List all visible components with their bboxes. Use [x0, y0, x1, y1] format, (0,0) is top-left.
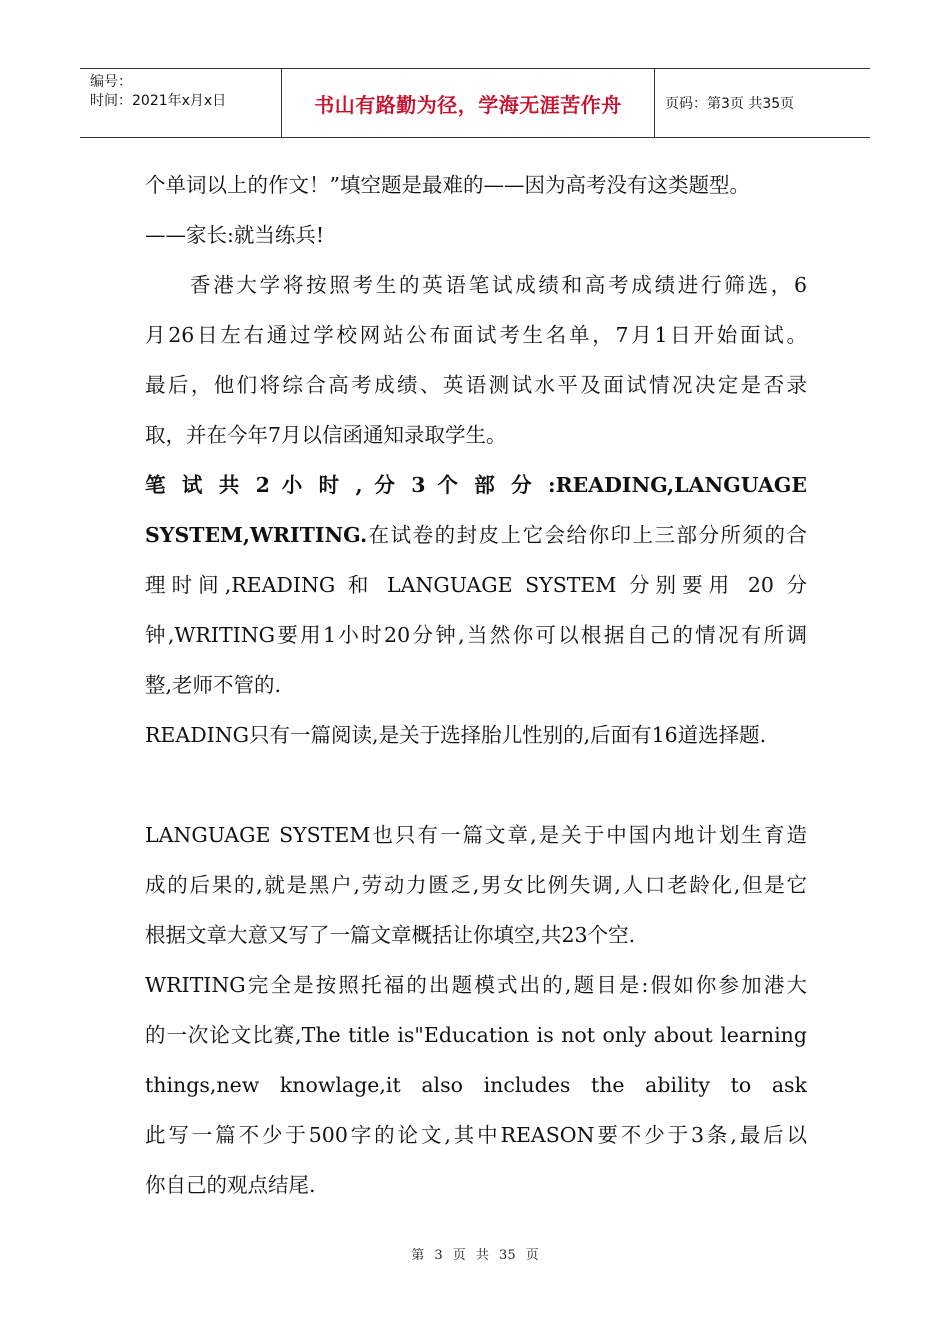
body-line: 取，并在今年7月以信函通知录取学生。	[145, 423, 507, 447]
body-line: 香港大学将按照考生的英语笔试成绩和高考成绩进行筛选，6	[190, 273, 807, 297]
header-table	[80, 68, 870, 138]
header-number-label: 编号：	[90, 74, 132, 90]
header-time-label: 时间：2021年x月x日	[90, 93, 227, 109]
body-line: 个单词以上的作文！”填空题是最难的——因为高考没有这类题型。	[145, 173, 750, 197]
body-line: 月26日左右通过学校网站公布面试考生名单，7月1日开始面试。	[145, 323, 807, 347]
body-line: things,new knowlage,it also includes the ability to ask	[145, 1073, 807, 1097]
body-line: ——家长:就当练兵!	[145, 223, 325, 247]
body-line: WRITING完全是按照托福的出题模式出的,题目是:假如你参加港大	[145, 973, 807, 997]
body-line: 笔 试 共 2 小 时 , 分 3 个 部 分 :READING,LANGUAGE	[145, 473, 807, 497]
body-line: 理时间,READING 和 LANGUAGE SYSTEM 分别要用 20 分	[145, 573, 807, 597]
body-line: READING只有一篇阅读,是关于选择胎儿性别的,后面有16道选择题.	[145, 723, 767, 747]
body-line: 成的后果的,就是黑户,劳动力匮乏,男女比例失调,人口老龄化,但是它	[145, 873, 807, 897]
header-page-info: 页码：第3页 共35页	[665, 96, 795, 112]
body-line: 根据文章大意又写了一篇文章概括让你填空,共23个空.	[145, 923, 636, 947]
body-line: LANGUAGE SYSTEM也只有一篇文章,是关于中国内地计划生育造	[145, 823, 807, 847]
body-line: 此写一篇不少于500字的论文,其中REASON要不少于3条,最后以	[145, 1123, 807, 1147]
header-meta	[80, 69, 282, 137]
document-body	[145, 160, 807, 1210]
body-bold-segment: SYSTEM,WRITING.	[145, 523, 368, 547]
header-motto: 书山有路勤为径，学海无涯苦作舟	[282, 69, 655, 137]
body-line: 的一次论文比赛,The title is"Education is not only about learning	[145, 1023, 807, 1047]
body-text-segment: 在试卷的封皮上它会给你印上三部分所须的合	[367, 523, 807, 547]
body-line: 最后，他们将综合高考成绩、英语测试水平及面试情况决定是否录	[145, 373, 807, 397]
body-line-mixed	[145, 510, 807, 560]
body-line: 钟,WRITING要用1小时20分钟,当然你可以根据自己的情况有所调	[145, 623, 807, 647]
page-footer: 第 3 页 共 35 页	[411, 1248, 539, 1263]
paragraph-gap	[145, 760, 807, 810]
body-line: 你自己的观点结尾.	[145, 1173, 316, 1197]
body-line: 整,老师不管的.	[145, 673, 282, 697]
